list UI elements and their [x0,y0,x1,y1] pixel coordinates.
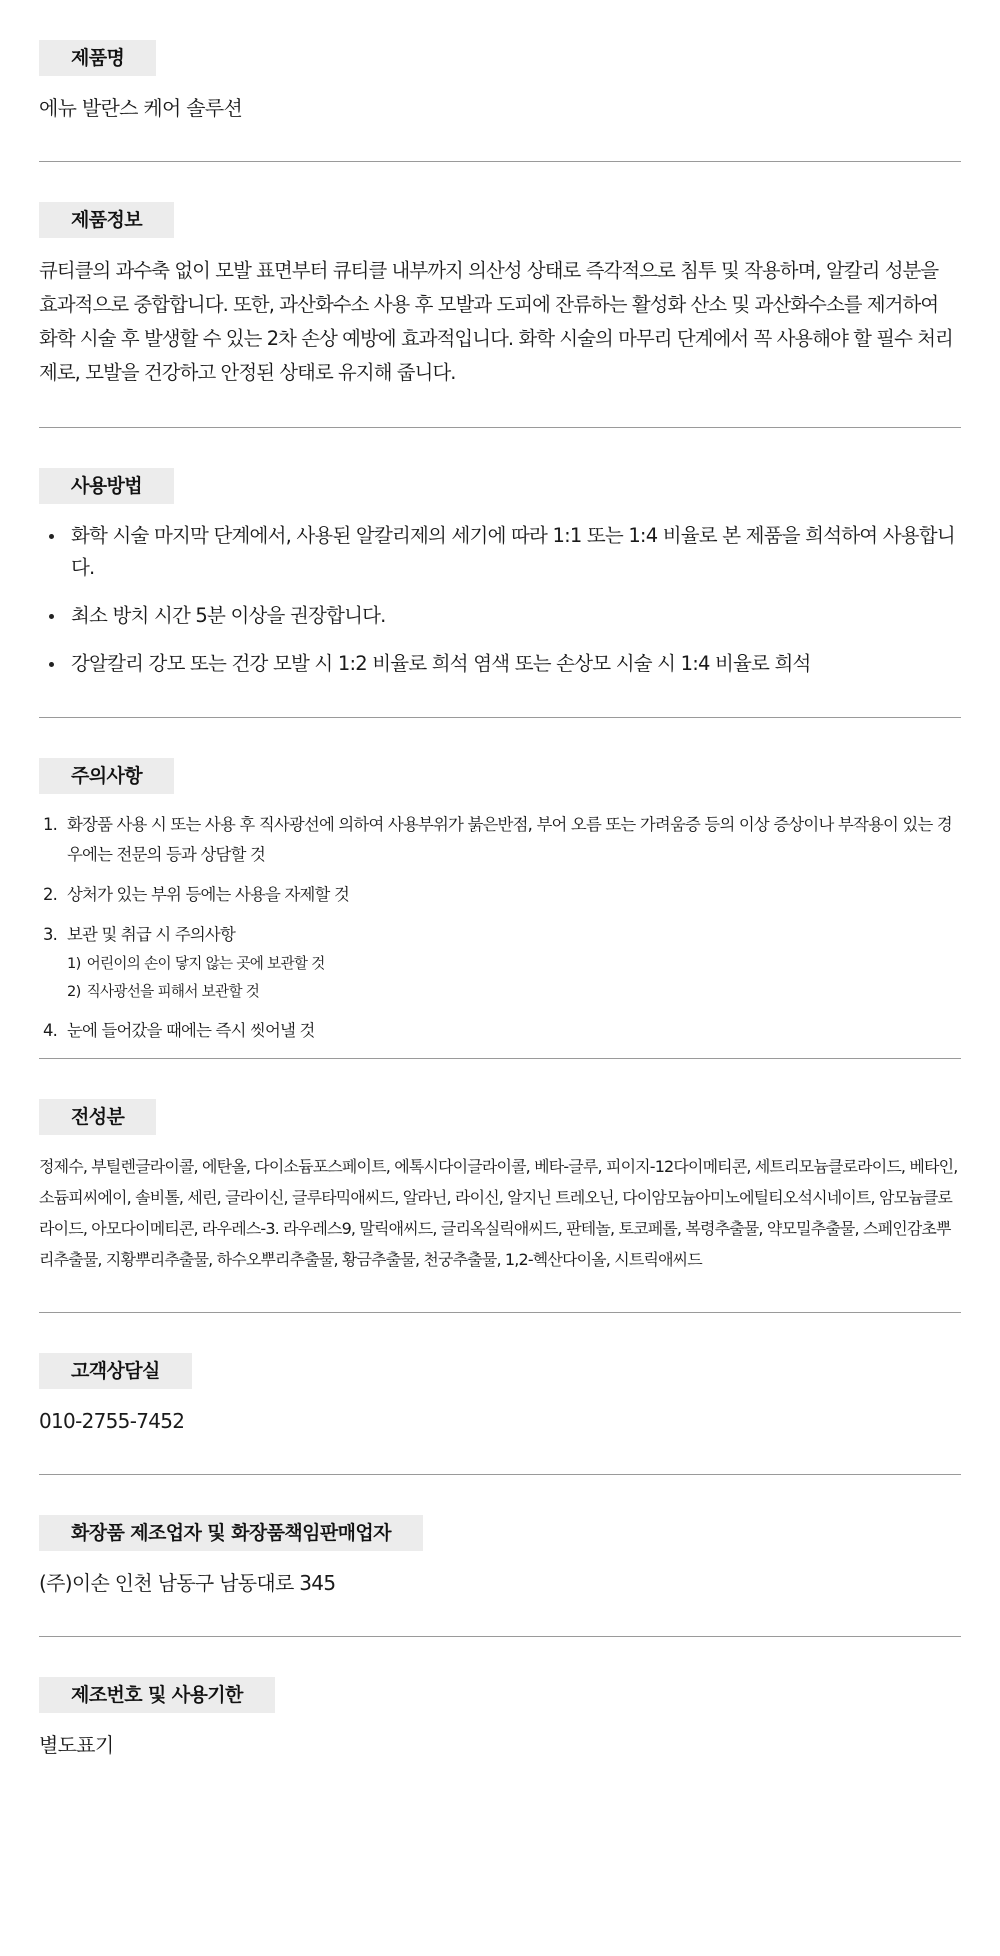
product-info-section [39,162,961,428]
manufacturer-section [39,1475,961,1637]
usage-item-text: 화학 시술 마지막 단계에서, 사용된 알칼리제의 세기에 따라 1:1 또는 1:4 비율로 본 제품을 희석하여 사용합니다. [71,524,955,579]
ingredients-text: 정제수, 부틸렌글라이콜, 에탄올, 다이소듐포스페이트, 에톡시다이글라이콜, 베타-글루, 피이지-12다이메티콘, 세트리모늄클로라이드, 베타인, 소듐피씨에이, 솔비톨, 세린, 글라이신, 글루타믹애씨드, 알라닌, 라이신, 알지닌 트레오닌, 다이암모늄아미노에틸티오석시네이트, 암모늄클로라이드, 아모다이메티콘, 라우레스-3. 라우레스9, 말릭애씨드, 글리옥실릭애씨드, 판테놀, 토코페롤, 복령추출물, 약모밀추출물, 스페인감초뿌리추출물, 지황뿌리추출물, 하수오뿌리추출물, 황금추출물, 천궁추출물, 1,2-헥산다이올, 시트릭애씨드 [39,1157,958,1269]
product-name-label: 제품명 [39,40,156,76]
caution-number: 2. [43,885,58,904]
usage-item [39,600,961,632]
cautions-section [39,718,961,1059]
usage-item [39,520,961,584]
expiry-section [39,1637,961,1798]
product-info-text: 큐티클의 과수축 없이 모발 표면부터 큐티클 내부까지 의산성 상태로 즉각적으로 침투 및 작용하며, 알칼리 성분을 효과적으로 중합합니다. 또한, 과산화수소 사용 후 모발과 도피에 잔류하는 활성화 산소 및 과산화수소를 제거하여 화학 시술 후 발생할 수 있는 2차 손상 예방에 효과적입니다. 화학 시술의 마무리 단계에서 꼭 사용해야 할 필수 처리제로, 모발을 건강하고 안정된 상태로 유지해 줍니다. [39,259,953,384]
ingredients-section [39,1059,961,1313]
usage-section [39,428,961,718]
caution-subitem-text: 어린이의 손이 닿지 않는 곳에 보관할 것 [86,955,325,972]
expiry-value: 별도표기 [39,1733,114,1757]
customer-service-label: 고객상담실 [39,1353,192,1389]
customer-service-phone: 010-2755-7452 [39,1409,185,1433]
ingredients-label: 전성분 [39,1099,156,1135]
usage-item-text: 강알칼리 강모 또는 건강 모발 시 1:2 비율로 희석 염색 또는 손상모 시술 시 1:4 비율로 희석 [71,652,811,675]
caution-subitem-text: 직사광선을 피해서 보관할 것 [86,983,260,1000]
caution-item [39,1016,961,1046]
product-name-section [39,0,961,162]
caution-number: 1. [43,815,58,834]
caution-item [39,880,961,910]
caution-text: 화장품 사용 시 또는 사용 후 직사광선에 의하여 사용부위가 붉은반점, 부어 오름 또는 가려움증 등의 이상 증상이나 부작용이 있는 경우에는 전문의 등과 상담할 것 [67,815,952,864]
manufacturer-value: (주)이손 인천 남동구 남동대로 345 [39,1571,336,1595]
caution-subitem-number: 1) [67,955,81,972]
usage-item [39,648,961,680]
caution-item [39,920,961,1006]
cautions-label: 주의사항 [39,758,174,794]
caution-subitem-number: 2) [67,983,81,1000]
usage-list [39,520,961,680]
bullet-dot-icon [49,614,54,619]
caution-text: 눈에 들어갔을 때에는 즉시 씻어낼 것 [67,1021,315,1040]
usage-label: 사용방법 [39,468,174,504]
cautions-list [39,810,961,1046]
caution-subitem [67,978,961,1006]
product-info-label: 제품정보 [39,202,174,238]
product-name-value: 에뉴 발란스 케어 솔루션 [39,96,243,120]
caution-text: 보관 및 취급 시 주의사항 [67,925,235,944]
bullet-dot-icon [49,662,54,667]
caution-number: 4. [43,1021,58,1040]
customer-service-section [39,1313,961,1475]
usage-item-text: 최소 방치 시간 5분 이상을 권장합니다. [71,604,386,627]
caution-number: 3. [43,925,58,944]
caution-text: 상처가 있는 부위 등에는 사용을 자제할 것 [67,885,350,904]
bullet-dot-icon [49,534,54,539]
caution-subitem [67,950,961,978]
caution-item [39,810,961,870]
manufacturer-label: 화장품 제조업자 및 화장품책임판매업자 [39,1515,423,1551]
expiry-label: 제조번호 및 사용기한 [39,1677,275,1713]
